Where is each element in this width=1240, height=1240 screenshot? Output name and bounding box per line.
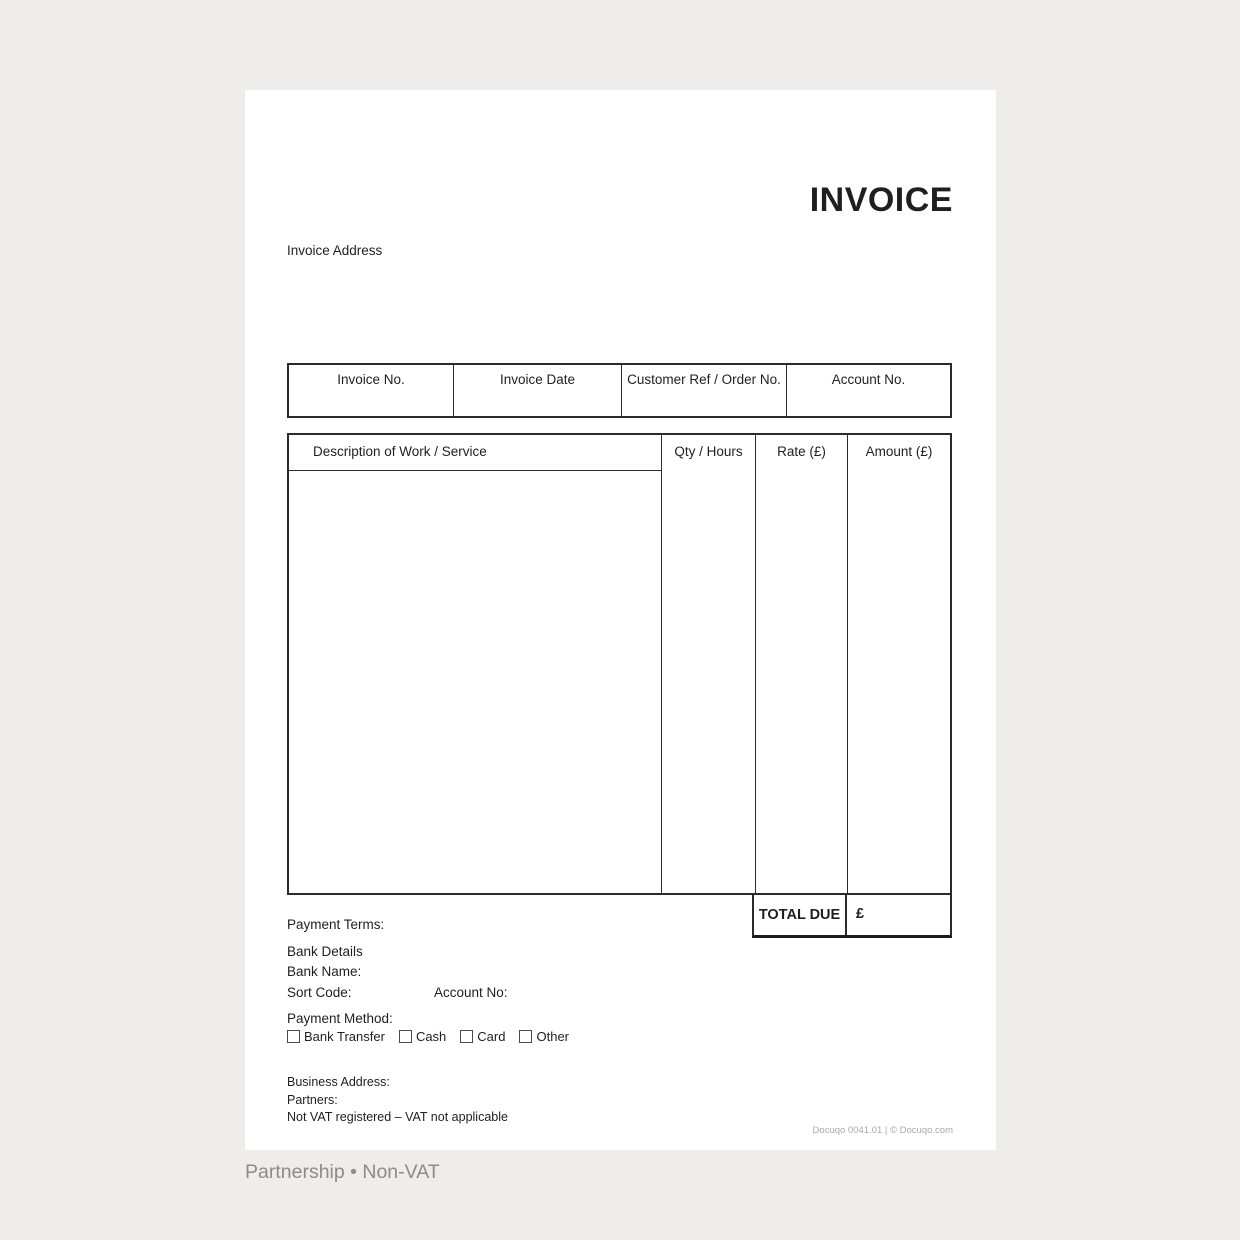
payment-method-label: Payment Method:: [287, 1011, 393, 1026]
line-items-header-row: [289, 435, 950, 471]
info-cell-customer-ref: [621, 365, 786, 416]
items-cell-qty-hours: [661, 471, 755, 893]
vat-note: Not VAT registered – VAT not applicable: [287, 1110, 508, 1124]
template-caption: Partnership • Non-VAT: [245, 1161, 440, 1183]
business-address-label: Business Address:: [287, 1075, 390, 1089]
payment-method-option-bank-transfer: [287, 1029, 385, 1044]
info-header-account-no: Account No.: [831, 372, 906, 387]
invoice-info-table: [287, 363, 952, 418]
payment-method-option-cash: [399, 1029, 446, 1044]
account-no-label: Account No:: [434, 985, 508, 1000]
card-checkbox[interactable]: [460, 1030, 473, 1043]
items-header-qty-hours: Qty / Hours: [661, 435, 755, 471]
page-title: INVOICE: [809, 181, 953, 219]
sort-code-label: Sort Code:: [287, 985, 352, 1000]
info-header-invoice-no: Invoice No.: [337, 372, 405, 387]
payment-terms-label: Payment Terms:: [287, 917, 385, 932]
line-items-table: [287, 433, 952, 895]
items-cell-amount: [847, 471, 950, 893]
bank-details-label: Bank Details: [287, 944, 363, 959]
line-items-body-row: [289, 471, 950, 893]
info-header-customer-ref: Customer Ref / Order No.: [627, 372, 781, 387]
info-header-invoice-date: Invoice Date: [499, 372, 576, 387]
bank-transfer-checkbox[interactable]: [287, 1030, 300, 1043]
items-cell-rate: [755, 471, 847, 893]
items-header-amount: Amount (£): [847, 435, 950, 471]
total-due-label: TOTAL DUE: [754, 895, 847, 935]
items-header-rate: Rate (£): [755, 435, 847, 471]
bank-transfer-label: Bank Transfer: [304, 1029, 385, 1044]
currency-symbol: £: [856, 906, 865, 922]
payment-methods-row: [287, 1029, 569, 1044]
items-header-description: Description of Work / Service: [289, 435, 661, 471]
card-label: Card: [477, 1029, 506, 1044]
total-due-box: [752, 895, 952, 938]
doc-credit: Docuqo 0041.01 | © Docuqo.com: [812, 1125, 953, 1136]
partners-label: Partners:: [287, 1093, 338, 1107]
other-label: Other: [536, 1029, 569, 1044]
info-cell-account-no: [786, 365, 950, 416]
items-cell-description: [289, 471, 661, 893]
invoice-page: [245, 90, 996, 1150]
total-due-value: [847, 895, 950, 935]
cash-checkbox[interactable]: [399, 1030, 412, 1043]
bank-name-label: Bank Name:: [287, 964, 362, 979]
cash-label: Cash: [415, 1029, 447, 1044]
payment-method-option-card: [460, 1029, 505, 1044]
other-checkbox[interactable]: [519, 1030, 532, 1043]
info-cell-invoice-date: [453, 365, 621, 416]
info-cell-invoice-no: [289, 365, 453, 416]
invoice-address-label: Invoice Address: [287, 243, 383, 258]
payment-method-option-other: [519, 1029, 569, 1044]
